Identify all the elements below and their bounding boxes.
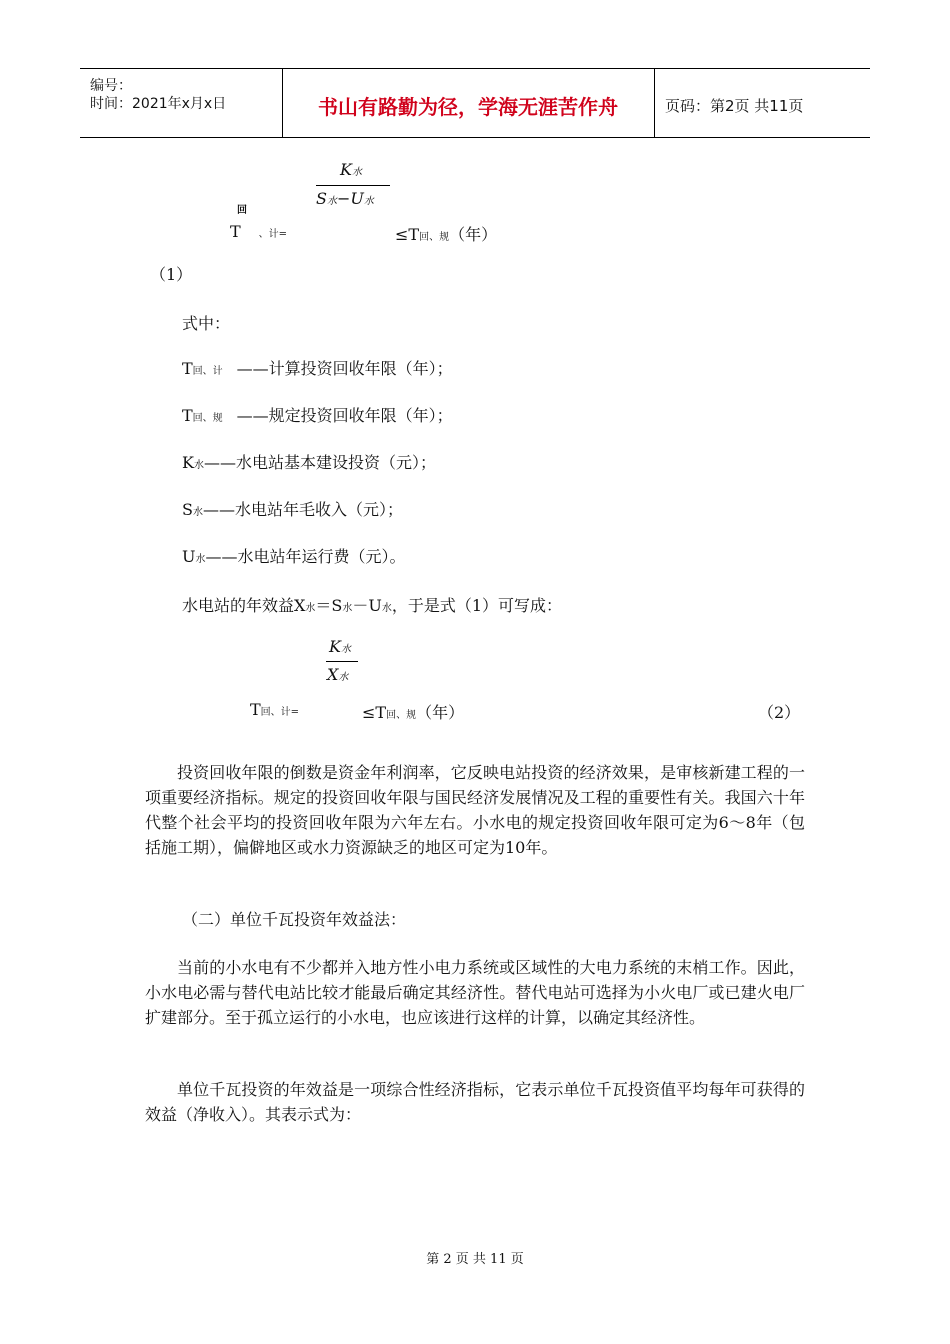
formula1-small-hui: 回	[237, 205, 247, 216]
document-date-label: 时间：2021年x月x日	[90, 96, 227, 112]
formula1-den-s: S	[316, 189, 327, 208]
formula2-numerator-sub: 水	[340, 644, 351, 655]
formula1-t-sub: 、计=	[258, 229, 288, 240]
formula2-le-t: ≤T	[362, 703, 387, 722]
definition-symbol: U	[182, 547, 196, 566]
formula1-numerator-symbol: K	[340, 160, 352, 179]
formula1-den-u: U	[350, 189, 364, 208]
definition-sub: 水	[193, 460, 204, 471]
definition-sub: 回、计	[192, 366, 223, 377]
definition-symbol: K	[182, 453, 194, 472]
definition-text: ——水电站年运行费（元）。	[205, 547, 406, 566]
definition-item	[182, 544, 406, 567]
page-header	[80, 68, 870, 138]
formula2-fraction-bar	[326, 661, 358, 662]
sentence-part: 水电站的年效益X	[182, 596, 306, 615]
formula1-right	[395, 222, 497, 245]
definition-item	[182, 403, 453, 426]
header-right-cell	[655, 69, 870, 137]
formula1-den-minus: −	[336, 189, 351, 208]
sentence-part: ，于是式（1）可写成：	[391, 596, 563, 615]
formula1-right-sub: 回、规	[419, 232, 450, 243]
formula1-left	[230, 222, 287, 241]
definition-sub: 水	[192, 507, 203, 518]
annual-benefit-sentence	[182, 593, 562, 616]
formula1-denominator	[316, 189, 374, 208]
definition-item	[182, 497, 403, 520]
sentence-sub: 水	[305, 603, 316, 614]
formula1-numerator	[340, 160, 362, 179]
definition-item	[182, 450, 436, 473]
header-page-label: 页码：第2页 共11页	[665, 97, 804, 115]
formula1-fraction-bar	[316, 185, 390, 186]
definition-symbol: T	[182, 359, 193, 378]
paragraph-small-hydro: 当前的小水电有不少都并入地方性小电力系统或区域性的大电力系统的末梢工作。因此，小水电必需与替代电站比较才能最后确定其经济性。替代电站可选择为小火电厂或已建火电厂扩建部分。至于孤立运行的小水电，也应该进行这样的计算，以确定其经济性。	[145, 958, 805, 1027]
header-motto-cell	[282, 69, 655, 137]
formula2-number: （2）	[758, 703, 801, 722]
header-motto: 书山有路勤为径，学海无涯苦作舟	[318, 95, 618, 119]
definition-symbol: T	[182, 406, 193, 425]
formula2-numerator-symbol: K	[329, 637, 341, 656]
formula2-right-sub: 回、规	[386, 710, 417, 721]
section-title: （二）单位千瓦投资年效益法：	[182, 910, 407, 929]
document-number-label: 编号：	[90, 78, 132, 94]
formula1-t-symbol: T	[230, 222, 241, 241]
formula1-le-t: ≤T	[395, 225, 420, 244]
formula1-numerator-sub: 水	[351, 167, 362, 178]
definition-text: ——水电站基本建设投资（元）；	[203, 453, 436, 472]
formula1-number: （1）	[150, 265, 193, 284]
sentence-part: ＝S	[315, 596, 343, 615]
definition-sub: 水	[195, 554, 206, 565]
page-footer: 第 2 页 共 11 页	[426, 1252, 524, 1267]
sentence-sub: 水	[342, 603, 353, 614]
formula1-den-s-sub: 水	[326, 196, 337, 207]
formula2-unit: （年）	[416, 703, 465, 722]
paragraph-payback-period: 投资回收年限的倒数是资金年利润率，它反映电站投资的经济效果，是审核新建工程的一项重要经济指标。规定的投资回收年限与国民经济发展情况及工程的重要性有关。我国六十年代整个社会平均的投资回收年限为六年左右。小水电的规定投资回收年限可定为6～8年（包括施工期），偏僻地区或水力资源缺乏的地区可定为10年。	[145, 763, 805, 857]
definition-text: ——规定投资回收年限（年）；	[236, 406, 453, 425]
paragraph-unit-kw-benefit: 单位千瓦投资的年效益是一项综合性经济指标，它表示单位千瓦投资值平均每年可获得的效益（净收入）。其表示式为：	[145, 1080, 805, 1124]
sentence-part: －U	[352, 596, 382, 615]
formula1-den-u-sub: 水	[363, 196, 374, 207]
formula2-den-sub: 水	[338, 672, 349, 683]
header-left-cell	[80, 69, 283, 137]
definition-text: ——计算投资回收年限（年）；	[236, 359, 453, 378]
definition-text: ——水电站年毛收入（元）；	[202, 500, 403, 519]
formula2-t-sub: 回、计=	[260, 707, 300, 718]
sentence-sub: 水	[381, 603, 392, 614]
formula2-denominator	[327, 665, 348, 684]
formula2-den-symbol: X	[327, 665, 339, 684]
definitions-intro: 式中：	[182, 314, 231, 333]
formula2-left	[250, 700, 299, 719]
definition-sub: 回、规	[192, 413, 223, 424]
definition-symbol: S	[182, 500, 193, 519]
definition-item	[182, 356, 453, 379]
formula2-numerator	[329, 637, 351, 656]
formula1-unit: （年）	[449, 225, 498, 244]
formula2-t-symbol: T	[250, 700, 261, 719]
formula2-right	[362, 700, 464, 723]
